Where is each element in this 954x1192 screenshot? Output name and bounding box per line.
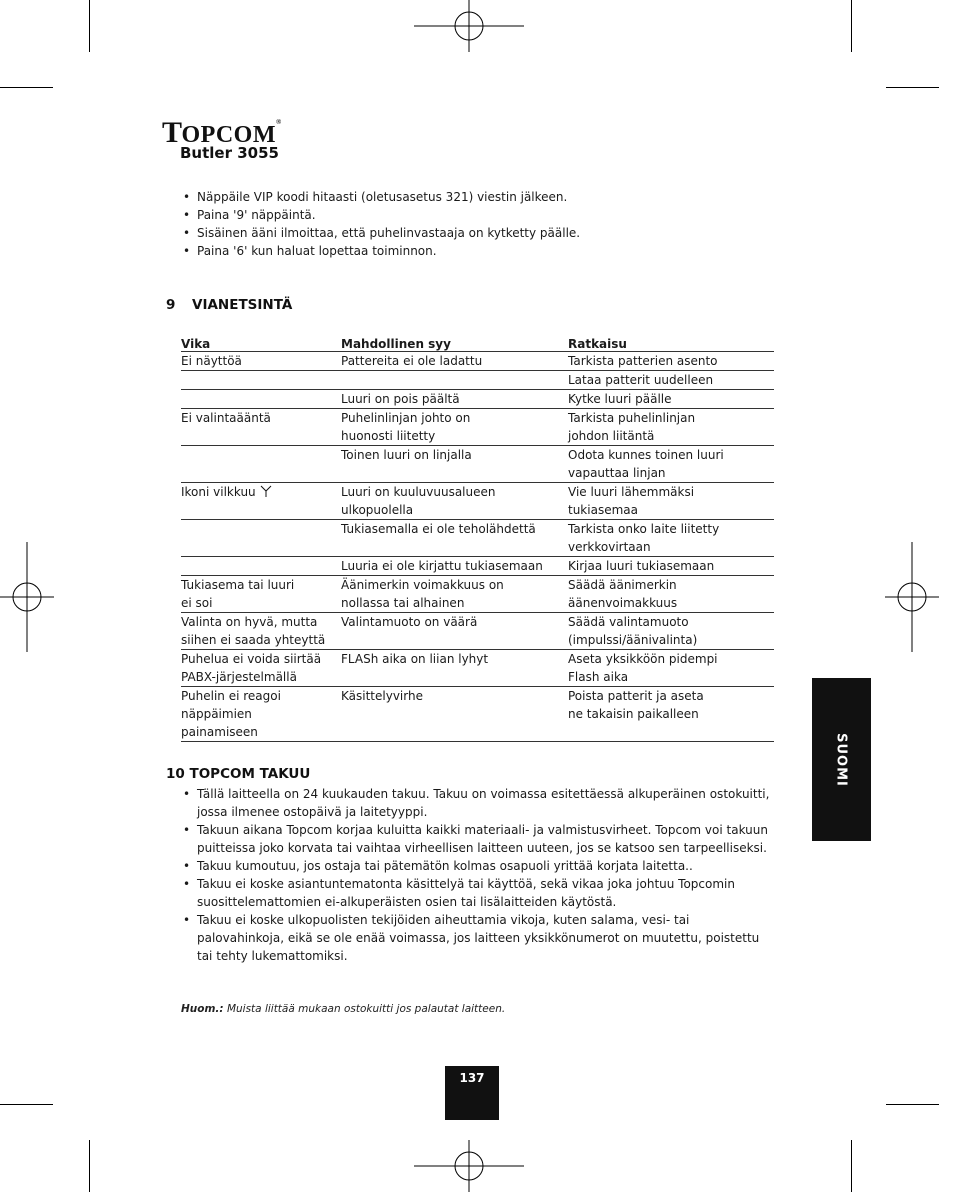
cell-line: Ei näyttöä [181, 354, 242, 368]
intro-bullet-list [183, 188, 783, 260]
cell-line: Valinta on hyvä, mutta [181, 615, 318, 629]
list-item: • Takuu ei koske ulkopuolisten tekijöiden aiheuttamia vikoja, kuten salama, vesi- tai palovahinkoja, eikä se ole enää voimassa, jos laitteen yksikkönumerot on muutettu, poistettu tai tehty lukemattomiksi. [183, 911, 773, 965]
crop-mark [851, 1140, 852, 1192]
cell-line: Valintamuoto on väärä [341, 615, 478, 629]
crop-mark [89, 0, 90, 52]
cell-line: painamiseen [181, 725, 258, 739]
section-number: 9 [166, 297, 176, 313]
crop-mark [0, 1104, 53, 1105]
crop-mark [886, 87, 939, 88]
table-cell [181, 390, 341, 409]
note [181, 1003, 505, 1015]
cell-line: Säädä valintamuoto [568, 615, 689, 629]
table-cell [341, 687, 568, 742]
cell-line: verkkovirtaan [568, 540, 651, 554]
cell-line: Kytke luuri päälle [568, 392, 672, 406]
cell-line: Toinen luuri on linjalla [341, 448, 472, 462]
cell-line: Tukiasema tai luuri [181, 578, 295, 592]
table-cell [181, 409, 341, 446]
table-cell [181, 446, 341, 483]
note-text: Muista liittää mukaan ostokuitti jos palautat laitteen. [223, 1003, 506, 1015]
table-cell [181, 613, 341, 650]
cell-line: Tarkista onko laite liitetty [568, 522, 720, 536]
table-cell [568, 687, 774, 742]
table-cell [181, 371, 341, 390]
note-label: Huom.: [181, 1003, 224, 1015]
cell-line: huonosti liitetty [341, 429, 436, 443]
table-cell [568, 371, 774, 390]
table-cell [181, 557, 341, 576]
cell-line: Puhelin ei reagoi [181, 689, 281, 703]
table-row [181, 409, 774, 446]
table-row [181, 557, 774, 576]
table-cell [568, 352, 774, 371]
table-cell [568, 576, 774, 613]
table-cell [568, 483, 774, 520]
table-row [181, 520, 774, 557]
cell-line: Luuri on kuuluvuusalueen [341, 485, 496, 499]
cell-line: Tarkista puhelinlinjan [568, 411, 696, 425]
cell-line: Luuri on pois päältä [341, 392, 460, 406]
table-cell [568, 613, 774, 650]
column-header: Ratkaisu [568, 334, 774, 352]
cell-line: FLASh aika on liian lyhyt [341, 652, 489, 666]
table-cell [181, 352, 341, 371]
table-row [181, 483, 774, 520]
cell-line: Käsittelyvirhe [341, 689, 423, 703]
registration-mark-right [885, 542, 939, 652]
table-row [181, 687, 774, 742]
cell-line: Puhelinlinjan johto on [341, 411, 471, 425]
registration-mark-left [0, 542, 54, 652]
cell-line: Lataa patterit uudelleen [568, 373, 714, 387]
list-item: • Sisäinen ääni ilmoittaa, että puhelinvastaaja on kytketty päälle. [183, 224, 783, 242]
table-cell [568, 409, 774, 446]
antenna-icon [260, 485, 272, 497]
page-number: 137 [459, 1071, 485, 1085]
crop-mark [851, 0, 852, 52]
cell-line: Äänimerkin voimakkuus on [341, 578, 504, 592]
table-cell [341, 576, 568, 613]
table-header-row [181, 334, 774, 352]
cell-line: äänenvoimakkuus [568, 596, 678, 610]
table-cell [341, 371, 568, 390]
table-cell [568, 650, 774, 687]
table-row [181, 576, 774, 613]
cell-line: ne takaisin paikalleen [568, 707, 699, 721]
cell-line: ei soi [181, 596, 213, 610]
table-cell [181, 576, 341, 613]
table-cell [181, 687, 341, 742]
crop-mark [886, 1104, 939, 1105]
cell-line: PABX-järjestelmällä [181, 670, 297, 684]
registration-mark-bottom [414, 1140, 524, 1192]
list-item: • Takuu kumoutuu, jos ostaja tai pätemätön kolmas osapuoli yrittää korjata laitetta.. [183, 857, 773, 875]
list-item: • Paina '9' näppäintä. [183, 206, 783, 224]
table-cell [568, 557, 774, 576]
table-cell [341, 352, 568, 371]
troubleshooting-table [181, 334, 774, 742]
table-cell [341, 409, 568, 446]
cell-line: siihen ei saada yhteyttä [181, 633, 326, 647]
cell-line: Kirjaa luuri tukiasemaan [568, 559, 715, 573]
column-header: Vika [181, 334, 341, 352]
cell-line: Puhelua ei voida siirtää [181, 652, 322, 666]
cell-line: Tukiasemalla ei ole teholähdettä [341, 522, 536, 536]
cell-line: ulkopuolella [341, 503, 414, 517]
cell-line: Luuria ei ole kirjattu tukiasemaan [341, 559, 543, 573]
table-row [181, 613, 774, 650]
table-cell [181, 520, 341, 557]
section-title: VIANETSINTÄ [192, 297, 293, 313]
table-row [181, 650, 774, 687]
logo-initial: T [162, 116, 182, 149]
cell-line: tukiasemaa [568, 503, 638, 517]
crop-mark [0, 87, 53, 88]
table-row [181, 371, 774, 390]
list-item: • Tällä laitteella on 24 kuukauden takuu. Takuu on voimassa esitettäessä alkuperäinen ostokuitti, jossa ilmenee ostopäivä ja laitetyyppi. [183, 785, 773, 821]
table-cell [341, 650, 568, 687]
table-cell [568, 446, 774, 483]
cell-line: Ei valintaääntä [181, 411, 271, 425]
list-item: • Näppäile VIP koodi hitaasti (oletusasetus 321) viestin jälkeen. [183, 188, 783, 206]
logo-rest: OPCOM [181, 122, 276, 148]
cell-line: (impulssi/äänivalinta) [568, 633, 698, 647]
table-cell [181, 650, 341, 687]
crop-mark [89, 1140, 90, 1192]
cell-line: näppäimien [181, 707, 252, 721]
warranty-bullet-list [183, 785, 773, 965]
cell-line: nollassa tai alhainen [341, 596, 465, 610]
cell-line: Odota kunnes toinen luuri [568, 448, 724, 462]
cell-line: Tarkista patterien asento [568, 354, 718, 368]
cell-line: Ikoni vilkkuu [181, 485, 256, 499]
table-body [181, 352, 774, 742]
section-heading-warranty: 10 TOPCOM TAKUU [166, 766, 311, 782]
cell-line: Pattereita ei ole ladattu [341, 354, 483, 368]
cell-line: Vie luuri lähemmäksi [568, 485, 695, 499]
registration-mark-top [414, 0, 524, 52]
list-item: • Takuun aikana Topcom korjaa kuluitta kaikki materiaali- ja valmistusvirheet. Topcom voi takuun puitteissa joko korvata tai vaihtaa virheellisen laitteen uuteen, jos se katsoo sen tarpeelliseksi. [183, 821, 773, 857]
cell-line: vapauttaa linjan [568, 466, 666, 480]
table-row [181, 446, 774, 483]
table-row [181, 390, 774, 409]
list-item: • Takuu ei koske asiantuntematonta käsittelyä tai käyttöä, sekä vikaa joka johtuu Topcomin suosittelemattomien ei-alkuperäisten osien tai lisälaitteiden käytöstä. [183, 875, 773, 911]
registered-mark: ® [276, 118, 282, 126]
table-cell [568, 520, 774, 557]
cell-line: johdon liitäntä [568, 429, 655, 443]
cell-line: Flash aika [568, 670, 629, 684]
table-cell [181, 483, 341, 520]
table-cell [341, 613, 568, 650]
cell-line: Säädä äänimerkin [568, 578, 677, 592]
table-cell [568, 390, 774, 409]
language-tab-label: SUOMI [833, 733, 849, 787]
table-cell [341, 520, 568, 557]
table-cell [341, 390, 568, 409]
table-cell [341, 483, 568, 520]
table-row [181, 352, 774, 371]
section-heading-troubleshooting [166, 297, 292, 313]
list-item: • Paina '6' kun haluat lopettaa toiminnon. [183, 242, 783, 260]
column-header: Mahdollinen syy [341, 334, 568, 352]
table-cell [341, 557, 568, 576]
cell-line: Aseta yksikköön pidempi [568, 652, 718, 666]
cell-line: Poista patterit ja aseta [568, 689, 704, 703]
table-cell [341, 446, 568, 483]
model-name: Butler 3055 [180, 144, 279, 162]
